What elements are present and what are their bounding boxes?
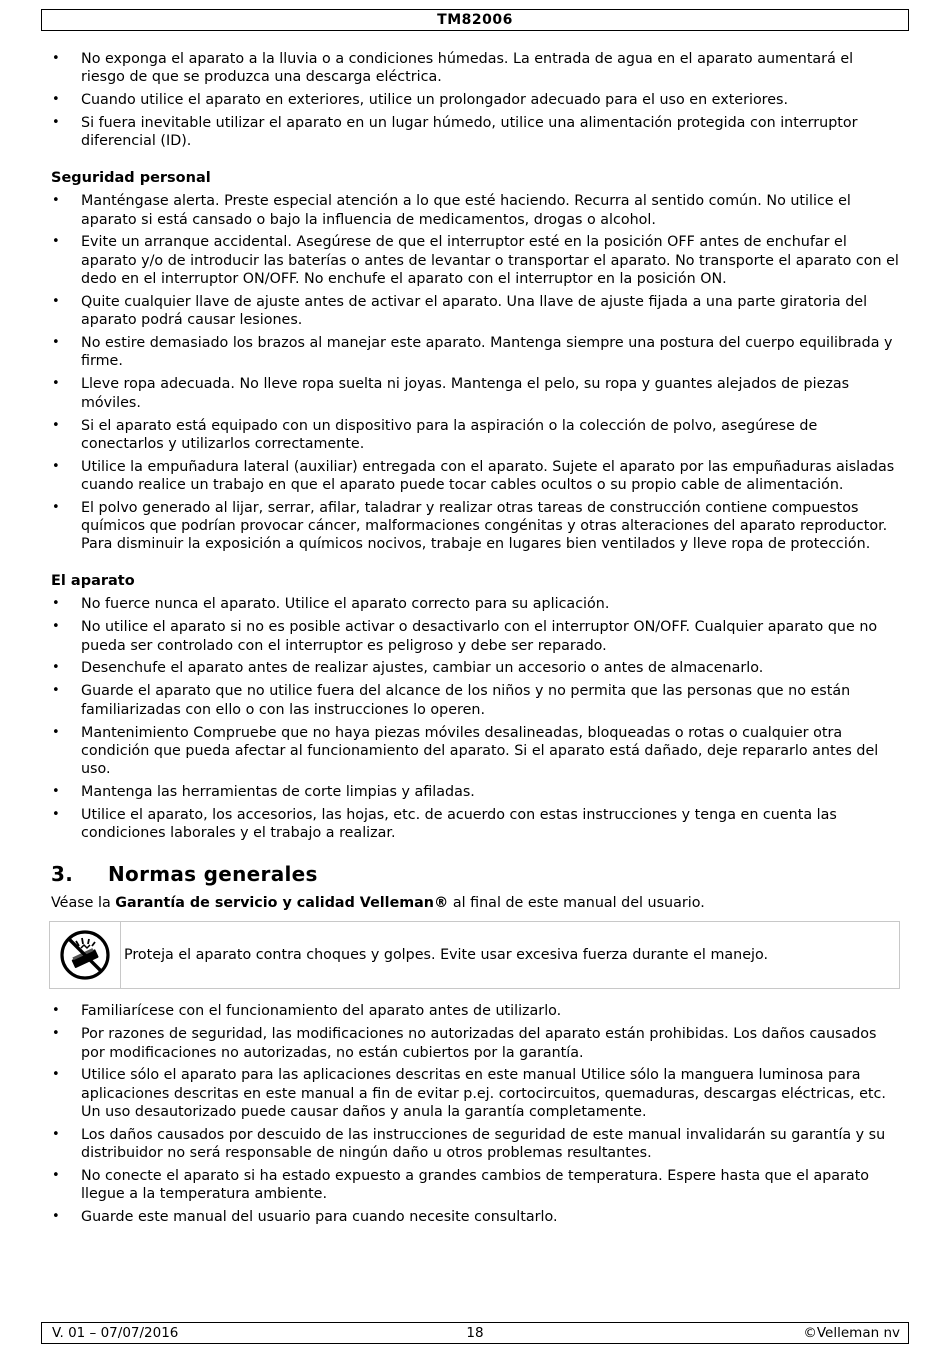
list-item: • Familiarícese con el funcionamiento del aparato antes de utilizarlo. (51, 1002, 901, 1020)
list-item: • Quite cualquier llave de ajuste antes de activar el aparato. Una llave de ajuste fijada a una parte giratoria del aparato podrá causar lesiones. (51, 293, 901, 330)
list-item: • Si el aparato está equipado con un dispositivo para la aspiración o la colección de polvo, asegúrese de conectarlos y utilizarlos correctamente. (51, 417, 901, 454)
warning-icon-cell (50, 922, 121, 988)
list-item: • No utilice el aparato si no es posible activar o desactivarlo con el interruptor ON/OFF. Cualquier aparato que no pueda ser controlado con el interruptor es peligroso y debe ser reparado. (51, 618, 901, 655)
list-item: • Guarde este manual del usuario para cuando necesite consultarlo. (51, 1208, 901, 1226)
list-item: • Desenchufe el aparato antes de realizar ajustes, cambiar un accesorio o antes de almacenarlo. (51, 659, 901, 677)
safety-list-electrical (51, 50, 901, 151)
page-footer (41, 1322, 909, 1344)
list-item: • No conecte el aparato si ha estado expuesto a grandes cambios de temperatura. Espere hasta que el aparato llegue a la temperatura ambiente. (51, 1167, 901, 1204)
warning-text-cell (121, 922, 899, 988)
list-item: • Mantenga las herramientas de corte limpias y afiladas. (51, 783, 901, 801)
list-item: • No fuerce nunca el aparato. Utilice el aparato correcto para su aplicación. (51, 595, 901, 613)
list-item: • Utilice el aparato, los accesorios, las hojas, etc. de acuerdo con estas instrucciones y tenga en cuenta las condiciones laborales y el trabajo a realizar. (51, 806, 901, 843)
list-item: • Los daños causados por descuido de las instrucciones de seguridad de este manual invalidarán su garantía y su distribuidor no será responsable de ningún daño u otros problemas resultantes. (51, 1126, 901, 1163)
document-title: TM82006 (437, 12, 513, 28)
list-item: • No estire demasiado los brazos al manejar este aparato. Mantenga siempre una postura del cuerpo equilibrada y firme. (51, 334, 901, 371)
list-item: • Utilice sólo el aparato para las aplicaciones descritas en este manual Utilice sólo la manguera luminosa para aplicaciones descritas en este manual a fin de evitar p.ej. cortocircuitos, quemaduras, descargas eléctricas, etc. Un uso desautorizado puede causar daños y anula la garantía completamente. (51, 1066, 901, 1121)
list-item: • El polvo generado al lijar, serrar, afilar, taladrar y realizar otras tareas de construcción contiene compuestos químicos que podrían provocar cáncer, malformaciones congénitas y otras alteraciones del aparato reproductor. Para disminuir la exposición a químicos nocivos, trabaje en lugares bien ventilados y lleve ropa de protección. (51, 499, 901, 554)
warning-table (49, 921, 900, 989)
no-shock-icon (59, 929, 111, 981)
safety-list-device (51, 595, 901, 842)
list-item: • Por razones de seguridad, las modificaciones no autorizadas del aparato están prohibidas. Los daños causados por modificaciones no autorizadas, no están cubiertos por la garantía. (51, 1025, 901, 1062)
warning-text: Proteja el aparato contra choques y golpes. Evite usar excesiva fuerza durante el manejo. (124, 947, 769, 964)
intro-text-end: al final de este manual del usuario. (448, 895, 705, 912)
intro-text: Véase la (51, 895, 116, 912)
list-item: • Si fuera inevitable utilizar el aparato en un lugar húmedo, utilice una alimentación protegida con interruptor diferencial (ID). (51, 114, 901, 151)
list-item: • Cuando utilice el aparato en exteriores, utilice un prolongador adecuado para el uso en exteriores. (51, 91, 901, 109)
section-intro (51, 894, 901, 912)
heading-device: El aparato (51, 573, 135, 590)
footer-copyright: ©Velleman nv (803, 1325, 900, 1341)
section-number: 3. (51, 862, 74, 887)
intro-bold-text: Garantía de servicio y calidad Velleman® (115, 895, 449, 912)
list-item: • No exponga el aparato a la lluvia o a condiciones húmedas. La entrada de agua en el aparato aumentará el riesgo de que se produzca una descarga eléctrica. (51, 50, 901, 87)
list-item: • Manténgase alerta. Preste especial atención a lo que esté haciendo. Recurra al sentido común. No utilice el aparato si está cansado o bajo la influencia de medicamentos, drogas o alcohol. (51, 192, 901, 229)
list-item: • Guarde el aparato que no utilice fuera del alcance de los niños y no permita que las personas que no están familiarizadas con ello o con las instrucciones lo operen. (51, 682, 901, 719)
page-header (41, 9, 909, 31)
safety-list-personal (51, 192, 901, 554)
page-content (51, 50, 901, 1231)
section-heading (51, 861, 901, 887)
heading-personal-safety: Seguridad personal (51, 170, 211, 187)
list-item: • Lleve ropa adecuada. No lleve ropa suelta ni joyas. Mantenga el pelo, su ropa y guantes alejados de piezas móviles. (51, 375, 901, 412)
footer-version: V. 01 – 07/07/2016 (52, 1325, 179, 1341)
list-item: • Evite un arranque accidental. Asegúrese de que el interruptor esté en la posición OFF antes de enchufar el aparato y/o de introducir las baterías o antes de levantar o transportar el aparato. No transporte el aparato con el dedo en el interruptor ON/OFF. No enchufe el aparato con el interruptor en la posición ON. (51, 233, 901, 288)
section-title: Normas generales (108, 862, 318, 887)
list-item: • Mantenimiento Compruebe que no haya piezas móviles desalineadas, bloqueadas o rotas o cualquier otra condición que pueda afectar al funcionamiento del aparato. Si el aparato está dañado, deje repararlo antes del uso. (51, 724, 901, 779)
general-rules-list (51, 1002, 901, 1226)
footer-page-number: 18 (466, 1325, 484, 1341)
list-item: • Utilice la empuñadura lateral (auxiliar) entregada con el aparato. Sujete el aparato por las empuñaduras aisladas cuando realice un trabajo en que el aparato puede tocar cables ocultos o su propio cable de alimentación. (51, 458, 901, 495)
